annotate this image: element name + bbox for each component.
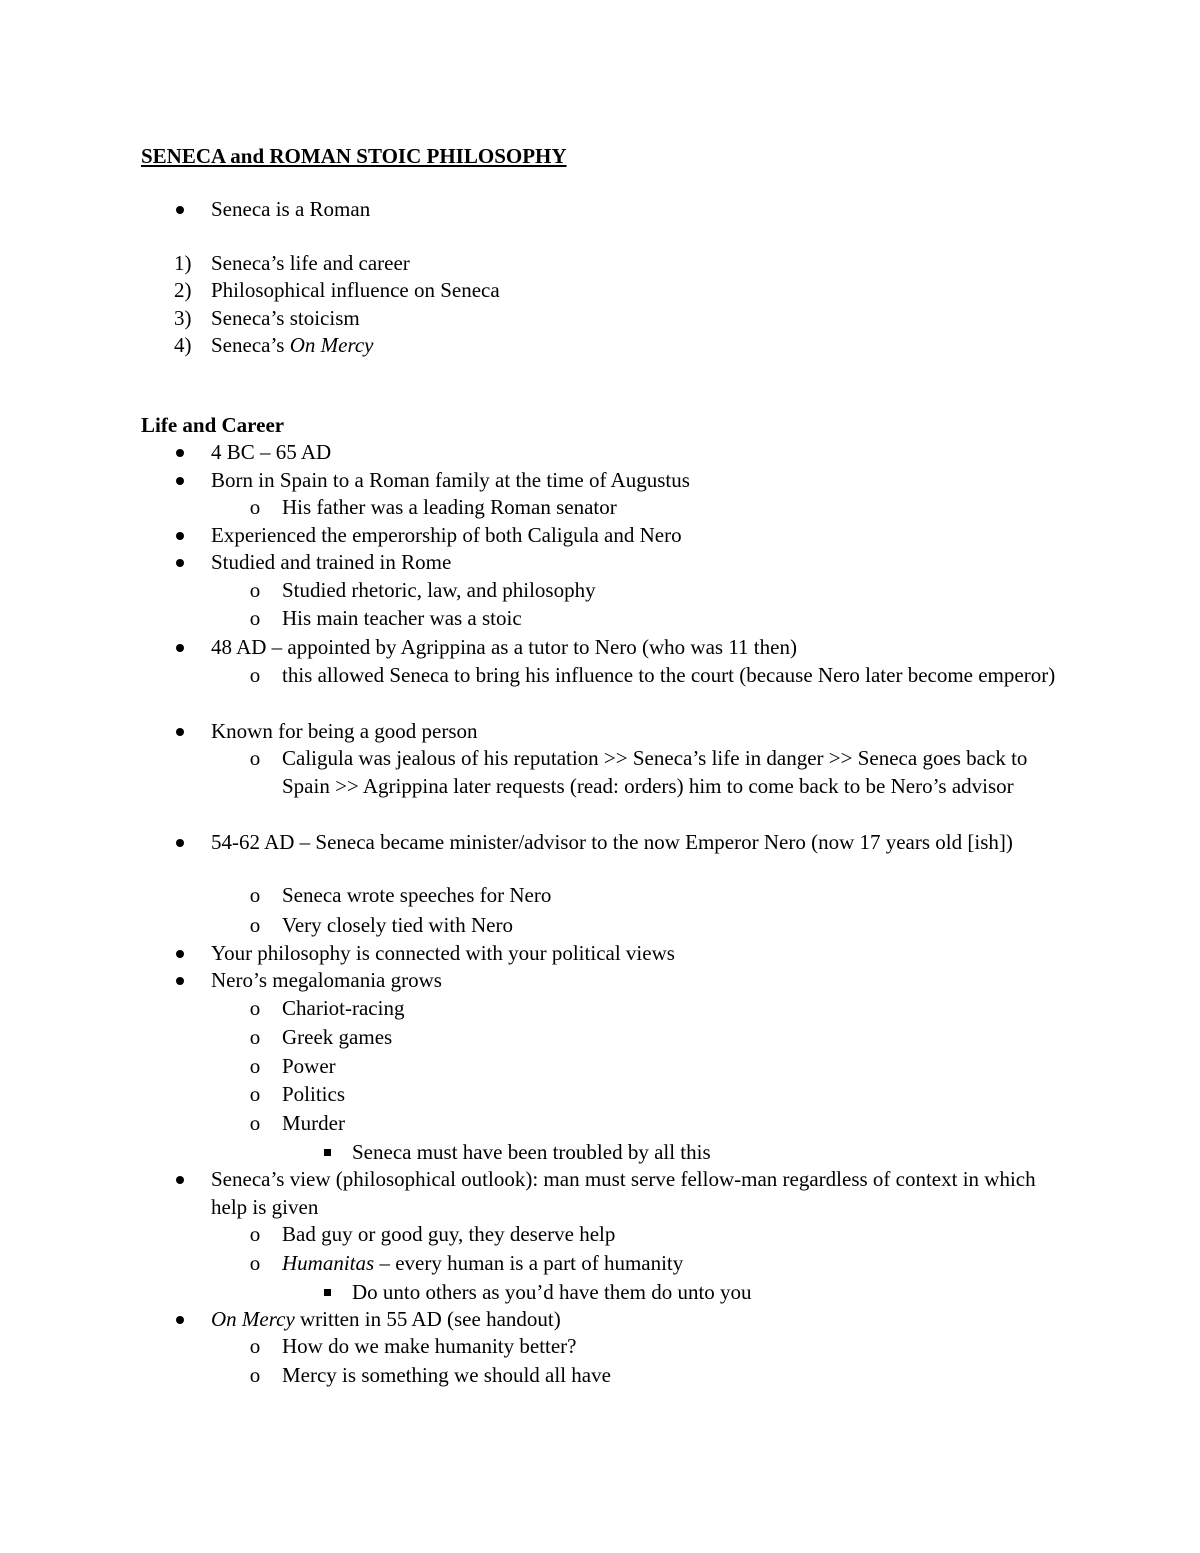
list-item-text: On Mercy written in 55 AD (see handout)	[211, 1307, 561, 1331]
bullet-icon	[173, 829, 187, 857]
list-item-text: Politics	[282, 1082, 346, 1106]
list-item-text: Caligula was jealous of his reputation >> Seneca’s life in danger >> Seneca goes back to Spain >> Agrippina later requests (read: orders) him to come back to be Nero’s advisor	[282, 746, 1028, 798]
sub-bullet-marker: o	[249, 1082, 261, 1106]
list-item-text: Power	[282, 1054, 336, 1078]
sub-bullet-marker: o	[249, 1054, 261, 1078]
sub-bullet-marker: o	[249, 606, 261, 630]
bullet-icon	[173, 967, 187, 995]
sub-bullet-marker: o	[249, 663, 261, 687]
bullet-icon	[173, 467, 187, 495]
bullet-icon	[173, 718, 187, 746]
bullet-icon	[173, 940, 187, 968]
list-item-text: Experienced the emperorship of both Caligula and Nero	[211, 523, 682, 547]
sub-bullet-marker: o	[249, 1363, 261, 1387]
sub-bullet-marker: o	[249, 746, 261, 770]
outline-text: Philosophical influence on Seneca	[211, 278, 500, 302]
list-item-text: Born in Spain to a Roman family at the time of Augustus	[211, 468, 690, 492]
bullet-icon	[173, 1306, 187, 1334]
sub-bullet-marker: o	[249, 883, 261, 907]
list-item-text: Mercy is something we should all have	[282, 1363, 611, 1387]
list-item-text: Murder	[282, 1111, 345, 1135]
sub-bullet-marker: o	[249, 1222, 261, 1246]
sub-bullet-marker: o	[249, 1251, 261, 1275]
list-item-text: Very closely tied with Nero	[282, 913, 513, 937]
list-item-text: Bad guy or good guy, they deserve help	[282, 1222, 616, 1246]
list-item-text: Seneca wrote speeches for Nero	[282, 883, 552, 907]
list-item-text: How do we make humanity better?	[282, 1334, 577, 1358]
list-item-text: 54-62 AD – Seneca became minister/advisor to the now Emperor Nero (now 17 years old [ish])	[211, 830, 1013, 854]
list-item-text: Studied and trained in Rome	[211, 550, 452, 574]
list-item-text: 4 BC – 65 AD	[211, 440, 332, 464]
list-item-text: Do unto others as you’d have them do unto you	[352, 1280, 752, 1304]
list-item-text: 48 AD – appointed by Agrippina as a tutor to Nero (who was 11 then)	[211, 635, 797, 659]
outline-text: Seneca’s life and career	[211, 251, 410, 275]
sub-bullet-marker: o	[249, 1334, 261, 1358]
outline-number: 3)	[174, 306, 192, 330]
sub-bullet-marker: o	[249, 913, 261, 937]
sub-bullet-marker: o	[249, 1025, 261, 1049]
bullet-icon	[173, 196, 187, 224]
list-item-text: Known for being a good person	[211, 719, 478, 743]
list-item-text: Humanitas – every human is a part of humanity	[282, 1251, 684, 1275]
outline-number: 4)	[174, 333, 192, 357]
list-item-text: Chariot-racing	[282, 996, 405, 1020]
list-item-text: Seneca is a Roman	[211, 197, 371, 221]
sub-bullet-marker: o	[249, 495, 261, 519]
list-item-text: Your philosophy is connected with your political views	[211, 941, 675, 965]
bullet-icon	[173, 549, 187, 577]
sub-bullet-marker: o	[249, 996, 261, 1020]
list-item-text: His main teacher was a stoic	[282, 606, 522, 630]
list-item-text: this allowed Seneca to bring his influence to the court (because Nero later become emperor)	[282, 663, 1056, 687]
outline-text: Seneca’s stoicism	[211, 306, 360, 330]
list-item-text: Greek games	[282, 1025, 393, 1049]
section-heading: Life and Career	[141, 413, 285, 437]
bullet-icon	[173, 522, 187, 550]
outline-number: 1)	[174, 251, 192, 275]
outline-number: 2)	[174, 278, 192, 302]
document-title: SENECA and ROMAN STOIC PHILOSOPHY	[141, 144, 567, 168]
square-bullet-icon	[320, 1279, 334, 1307]
list-item-text: Nero’s megalomania grows	[211, 968, 442, 992]
bullet-icon	[173, 1166, 187, 1194]
sub-bullet-marker: o	[249, 578, 261, 602]
list-item-text: His father was a leading Roman senator	[282, 495, 617, 519]
outline-text: Seneca’s On Mercy	[211, 333, 374, 357]
list-item-text: Studied rhetoric, law, and philosophy	[282, 578, 596, 602]
bullet-icon	[173, 634, 187, 662]
square-bullet-icon	[320, 1139, 334, 1167]
list-item-text: Seneca must have been troubled by all this	[352, 1140, 711, 1164]
list-item-text: Seneca’s view (philosophical outlook): man must serve fellow-man regardless of context in which help is given	[211, 1167, 1036, 1219]
sub-bullet-marker: o	[249, 1111, 261, 1135]
bullet-icon	[173, 439, 187, 467]
